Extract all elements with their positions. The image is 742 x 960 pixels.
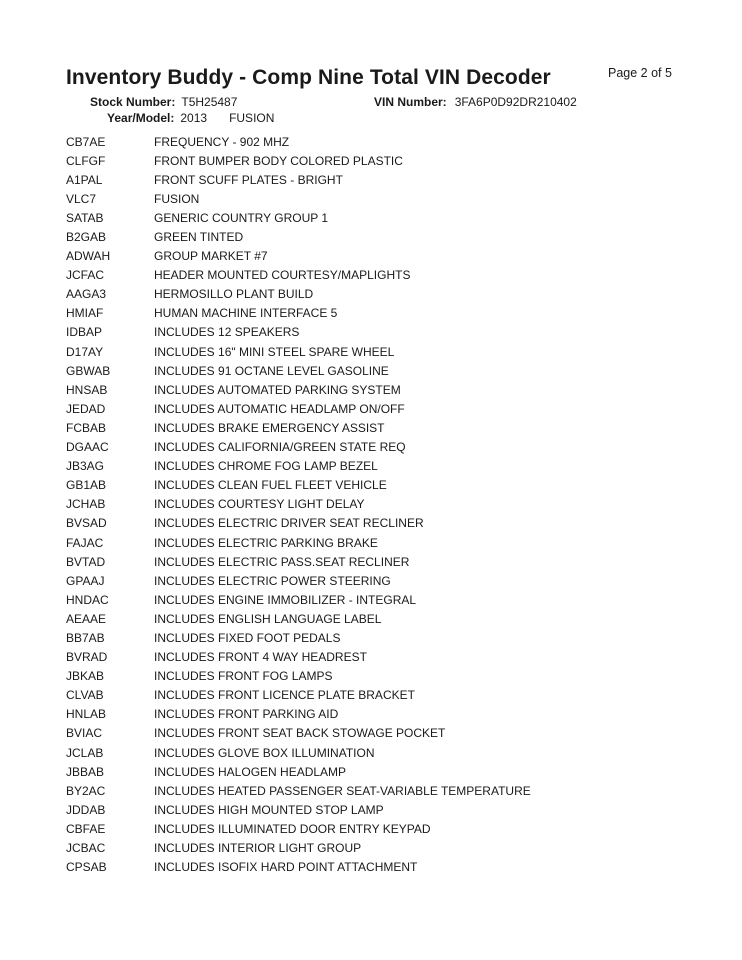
option-row xyxy=(66,132,706,151)
option-code: JCBAC xyxy=(66,841,106,856)
option-code: FAJAC xyxy=(66,535,104,550)
option-code: JBKAB xyxy=(66,669,105,684)
option-row xyxy=(66,189,706,208)
model-value: FUSION xyxy=(229,111,275,125)
option-code: DGAAC xyxy=(66,440,109,455)
option-description: HUMAN MACHINE INTERFACE 5 xyxy=(154,306,338,321)
option-description: HERMOSILLO PLANT BUILD xyxy=(154,287,314,302)
option-code: BVRAD xyxy=(66,650,108,665)
option-row xyxy=(66,266,706,285)
option-description: INCLUDES HALOGEN HEADLAMP xyxy=(154,764,347,779)
option-description: INCLUDES AUTOMATIC HEADLAMP ON/OFF xyxy=(154,401,405,416)
option-row xyxy=(66,342,706,361)
option-row xyxy=(66,533,706,552)
option-code: IDBAP xyxy=(66,325,103,340)
option-row xyxy=(66,285,706,304)
option-description: INCLUDES FRONT FOG LAMPS xyxy=(154,669,333,684)
option-description: INCLUDES ELECTRIC PASS.SEAT RECLINER xyxy=(154,554,410,569)
option-description: INCLUDES FRONT LICENCE PLATE BRACKET xyxy=(154,688,415,703)
option-description: INCLUDES FRONT SEAT BACK STOWAGE POCKET xyxy=(154,726,446,741)
option-code: HNSAB xyxy=(66,382,108,397)
option-code: CBFAE xyxy=(66,821,106,836)
option-code: CLVAB xyxy=(66,688,104,703)
option-code: HNLAB xyxy=(66,707,107,722)
option-row xyxy=(66,724,706,743)
option-description: INCLUDES FRONT 4 WAY HEADREST xyxy=(154,650,367,665)
option-description: INCLUDES HIGH MOUNTED STOP LAMP xyxy=(154,802,384,817)
option-description: INCLUDES COURTESY LIGHT DELAY xyxy=(154,497,365,512)
option-description: INCLUDES BRAKE EMERGENCY ASSIST xyxy=(154,420,385,435)
option-code: JBBAB xyxy=(66,764,105,779)
option-description: INCLUDES 12 SPEAKERS xyxy=(154,325,300,340)
option-code: B2GAB xyxy=(66,230,107,245)
option-row xyxy=(66,858,706,877)
option-code: AAGA3 xyxy=(66,287,107,302)
option-code: HNDAC xyxy=(66,592,109,607)
option-code: JCLAB xyxy=(66,745,104,760)
option-row xyxy=(66,495,706,514)
option-code: HMIAF xyxy=(66,306,104,321)
option-code: ADWAH xyxy=(66,249,111,264)
option-description: INCLUDES CLEAN FUEL FLEET VEHICLE xyxy=(154,478,387,493)
option-row xyxy=(66,323,706,342)
year-model-label: Year/Model: xyxy=(107,111,175,125)
option-row xyxy=(66,628,706,647)
option-row xyxy=(66,457,706,476)
option-code: CB7AE xyxy=(66,134,106,149)
option-description: INCLUDES INTERIOR LIGHT GROUP xyxy=(154,841,362,856)
option-row xyxy=(66,151,706,170)
option-row xyxy=(66,438,706,457)
stock-number-value: T5H25487 xyxy=(181,95,238,109)
option-code: CPSAB xyxy=(66,860,107,875)
option-code: D17AY xyxy=(66,344,104,359)
option-row xyxy=(66,380,706,399)
option-description: INCLUDES ENGLISH LANGUAGE LABEL xyxy=(154,611,382,626)
option-code: SATAB xyxy=(66,210,104,225)
option-row xyxy=(66,781,706,800)
option-row xyxy=(66,571,706,590)
option-description: INCLUDES CALIFORNIA/GREEN STATE REQ xyxy=(154,440,406,455)
option-row xyxy=(66,762,706,781)
option-code: BB7AB xyxy=(66,630,105,645)
option-description: INCLUDES GLOVE BOX ILLUMINATION xyxy=(154,745,375,760)
option-description: INCLUDES ELECTRIC POWER STEERING xyxy=(154,573,391,588)
option-description: INCLUDES ISOFIX HARD POINT ATTACHMENT xyxy=(154,860,418,875)
option-code: JDDAB xyxy=(66,802,106,817)
option-row xyxy=(66,514,706,533)
option-code: A1PAL xyxy=(66,172,103,187)
option-description: INCLUDES HEATED PASSENGER SEAT-VARIABLE TEMPERATURE xyxy=(154,783,531,798)
option-code: JCHAB xyxy=(66,497,106,512)
option-row xyxy=(66,667,706,686)
year-model-field xyxy=(107,111,274,125)
option-description: HEADER MOUNTED COURTESY/MAPLIGHTS xyxy=(154,268,411,283)
option-row xyxy=(66,304,706,323)
option-code: AEAAE xyxy=(66,611,107,626)
option-row xyxy=(66,800,706,819)
option-description: INCLUDES ENGINE IMMOBILIZER - INTEGRAL xyxy=(154,592,417,607)
option-row xyxy=(66,648,706,667)
option-description: GROUP MARKET #7 xyxy=(154,249,268,264)
option-row xyxy=(66,476,706,495)
option-code: CLFGF xyxy=(66,153,106,168)
option-row xyxy=(66,399,706,418)
option-code: JEDAD xyxy=(66,401,106,416)
option-description: FUSION xyxy=(154,191,200,206)
option-row xyxy=(66,838,706,857)
option-code: BY2AC xyxy=(66,783,106,798)
option-description: FRONT BUMPER BODY COLORED PLASTIC xyxy=(154,153,403,168)
option-code: VLC7 xyxy=(66,191,97,206)
option-row xyxy=(66,418,706,437)
stock-number-field xyxy=(90,95,237,109)
stock-number-label: Stock Number: xyxy=(90,95,176,109)
option-row xyxy=(66,743,706,762)
option-row xyxy=(66,208,706,227)
option-row xyxy=(66,247,706,266)
option-description: INCLUDES 16" MINI STEEL SPARE WHEEL xyxy=(154,344,395,359)
option-code: BVTAD xyxy=(66,554,106,569)
option-description: INCLUDES 91 OCTANE LEVEL GASOLINE xyxy=(154,363,389,378)
option-description: INCLUDES CHROME FOG LAMP BEZEL xyxy=(154,459,378,474)
option-description: INCLUDES AUTOMATED PARKING SYSTEM xyxy=(154,382,401,397)
year-value: 2013 xyxy=(180,111,208,125)
option-row xyxy=(66,227,706,246)
option-row xyxy=(66,590,706,609)
option-description: INCLUDES ELECTRIC DRIVER SEAT RECLINER xyxy=(154,516,424,531)
option-row xyxy=(66,361,706,380)
option-description: INCLUDES FRONT PARKING AID xyxy=(154,707,339,722)
option-code: BVIAC xyxy=(66,726,103,741)
option-row xyxy=(66,819,706,838)
option-description: FREQUENCY - 902 MHZ xyxy=(154,134,290,149)
option-description: GENERIC COUNTRY GROUP 1 xyxy=(154,210,329,225)
vin-number-label: VIN Number: xyxy=(374,95,447,109)
option-code: JCFAC xyxy=(66,268,105,283)
option-row xyxy=(66,705,706,724)
option-description: INCLUDES FIXED FOOT PEDALS xyxy=(154,630,341,645)
vin-number-field xyxy=(374,95,577,109)
document-title: Inventory Buddy - Comp Nine Total VIN Decoder xyxy=(66,66,551,89)
option-code: BVSAD xyxy=(66,516,107,531)
option-code: GBWAB xyxy=(66,363,111,378)
option-code-list xyxy=(66,132,706,877)
option-code: FCBAB xyxy=(66,420,107,435)
option-code: GPAAJ xyxy=(66,573,105,588)
option-description: INCLUDES ELECTRIC PARKING BRAKE xyxy=(154,535,378,550)
option-description: FRONT SCUFF PLATES - BRIGHT xyxy=(154,172,343,187)
option-code: GB1AB xyxy=(66,478,107,493)
option-code: JB3AG xyxy=(66,459,105,474)
option-row xyxy=(66,609,706,628)
vin-number-value: 3FA6P0D92DR210402 xyxy=(454,95,577,109)
option-description: GREEN TINTED xyxy=(154,230,244,245)
option-description: INCLUDES ILLUMINATED DOOR ENTRY KEYPAD xyxy=(154,821,431,836)
page-number: Page 2 of 5 xyxy=(608,66,672,80)
option-row xyxy=(66,552,706,571)
option-row xyxy=(66,170,706,189)
option-row xyxy=(66,686,706,705)
